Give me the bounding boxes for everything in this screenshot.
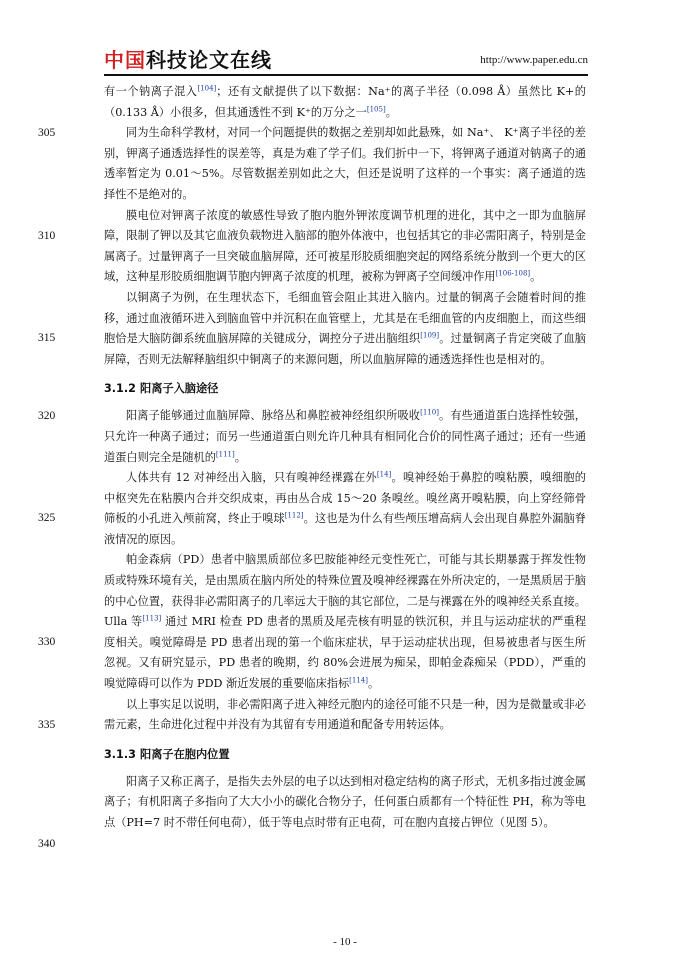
citation[interactable]: [114] (349, 676, 368, 685)
citation[interactable]: [104] (197, 84, 217, 93)
paragraph: 325 人体共有 12 对神经出入脑，只有嗅神经裸露在外[14]。嗅神经始于鼻腔的嗅粘膜，嗅细胞的中枢突先在粘膜内合并交织成束，再由丛合成 15～20 条嗅丝。嗅丝离开嗅粘膜，向上穿经筛骨筛板的小孔进入颅前窝，终止于嗅球[112]。这也是为什么有些颅压增高病人会出现自鼻腔外漏脑脊液情况的原因。 (38, 470, 586, 546)
paragraph: 340 阳离子又称正离子，是指失去外层的电子以达到相对稳定结构的离子形式，无机多指过渡金属离子；有机阳离子多指向了大大小小的碳化合物分子，任何蛋白质都有一个特征性 PH，称为等电点（PH=7 时不带任何电荷），低于等电点时带有正电荷，可在胞内直接占钾位（见图 5）。 (104, 772, 586, 834)
header-rule (104, 74, 588, 76)
page-header (104, 48, 588, 74)
page-number: - 10 - (333, 936, 357, 948)
section-title: 阳离子入脑途径 (140, 382, 219, 396)
line-number: 340 (38, 837, 56, 850)
section-number: 3.1.2 (104, 382, 136, 396)
line-number: 335 (38, 718, 56, 731)
paragraph: 有一个钠离子混入[104]；还有文献提供了以下数据：Na⁺的离子半径（0.098 Å）虽然比 K+的（0.133 Å）小很多，但其通透性不到 K⁺的万分之一[105]。 (104, 84, 586, 119)
citation[interactable]: [109] (420, 331, 440, 340)
citation[interactable]: [111] (215, 449, 235, 458)
line-number: 320 (38, 410, 56, 423)
paragraph: 315 以铜离子为例，在生理状态下，毛细血管会阻止其进入脑内。过量的铜离子会随着时间的推移，通过血液循环进入到脑血管中并沉积在血管壁上，尤其是在毛细血管的内皮细胞上，而这些细胞恰是大脑防御系统血脑屏障的关键成分，调控分子进出脑组织[109]。过量铜离子肯定突破了血脑屏障，否则无法解释脑组织中铜离子的来源问题，所以血脑屏障的通透选择性也是相对的。 (38, 290, 586, 366)
line-number: 315 (38, 331, 56, 344)
section-title: 阳离子在胞内位置 (140, 747, 230, 761)
citation[interactable]: [113] (142, 614, 162, 623)
paragraph: 330 帕金森病（PD）患者中脑黑质部位多巴胺能神经元变性死亡，可能与其长期暴露于挥发性物质或特殊环境有关，是由黑质在脑内所处的特殊位置及嗅神经裸露在外所决定的，一是黑质居于脑的中心位置，获得非必需阳离子的几率远大于脑的其它部位，二是与裸露在外的嗅神经关系直接。Ulla 等[113] 通过 MRI 检查 PD 患者的黑质及尾壳核有明显的铁沉积，并且与运动症状的严重程度相关。嗅觉障碍是 PD 患者出现的第一个临床症状，早于运动症状出现，但易被患者与医生所忽视。又有研究显示，PD 患者的晚期，约 80%会进展为痴呆，即帕金森痴呆（PDD），严重的嗅觉障碍可以作为 PDD 渐近发展的重要临床指标[114]。 (38, 553, 587, 691)
citation[interactable]: [110] (420, 408, 439, 417)
line-number: 330 (38, 636, 56, 649)
paragraph: 305 同为生命科学教材，对同一个问题提供的数据之差别却如此悬殊，如 Na⁺、 K⁺离子半径的差别，钾离子通透选择性的误差等，真是为难了学子们。我们折中一下，将钾离子通道对钠离子的通透率暂定为 0.01～5%。尽管数据差别如此之大，但还是说明了这样的一个事实：离子通道的选择性不是绝对的。 (104, 123, 586, 205)
logo: 中国科技论文在线 (104, 48, 272, 72)
line-number: 310 (38, 229, 56, 242)
section-heading (104, 746, 586, 764)
paragraph: 335 以上事实足以说明，非必需阳离子进入神经元胞内的途径可能不只是一种，因为是微量或非必需元素，生命进化过程中并没有为其留有专用通道和配备专用转运体。 (104, 695, 586, 736)
citation[interactable]: [14] (376, 470, 392, 479)
header-url[interactable]: http://www.paper.edu.cn (480, 54, 588, 66)
section-number: 3.1.3 (104, 747, 136, 761)
paragraph: 310 膜电位对钾离子浓度的敏感性导致了胞内胞外钾浓度调节机理的进化，其中之一即为血脑屏障，限制了钾以及其它血液负载物进入脑部的胞外体液中，也包括其它的非必需阳离子，特别是金属离子。过量钾离子一旦突破血脑屏障，还可被星形胶质细胞突起的网络系统分散到一个更大的区域，这种星形胶质细胞调节胞内钾离子浓度的机理，被称为钾离子空间缓冲作用[106-108]。 (38, 208, 586, 284)
paper-body (38, 82, 587, 850)
section-heading (104, 380, 586, 398)
paragraph: 320 阳离子能够通过血脑屏障、脉络丛和鼻腔被神经组织所吸收[110]。有些通道蛋白选择性较强，只允许一种离子通过；而另一些通道蛋白则允许几种具有相同化合价的同性离子通过；还有一些通道蛋白则完全是随机的[111]。 (104, 406, 586, 468)
citation[interactable]: [106-108] (495, 269, 531, 278)
citation[interactable]: [112] (284, 511, 304, 520)
line-number: 305 (38, 127, 56, 140)
line-number: 325 (38, 512, 56, 525)
citation[interactable]: [105] (366, 104, 386, 113)
